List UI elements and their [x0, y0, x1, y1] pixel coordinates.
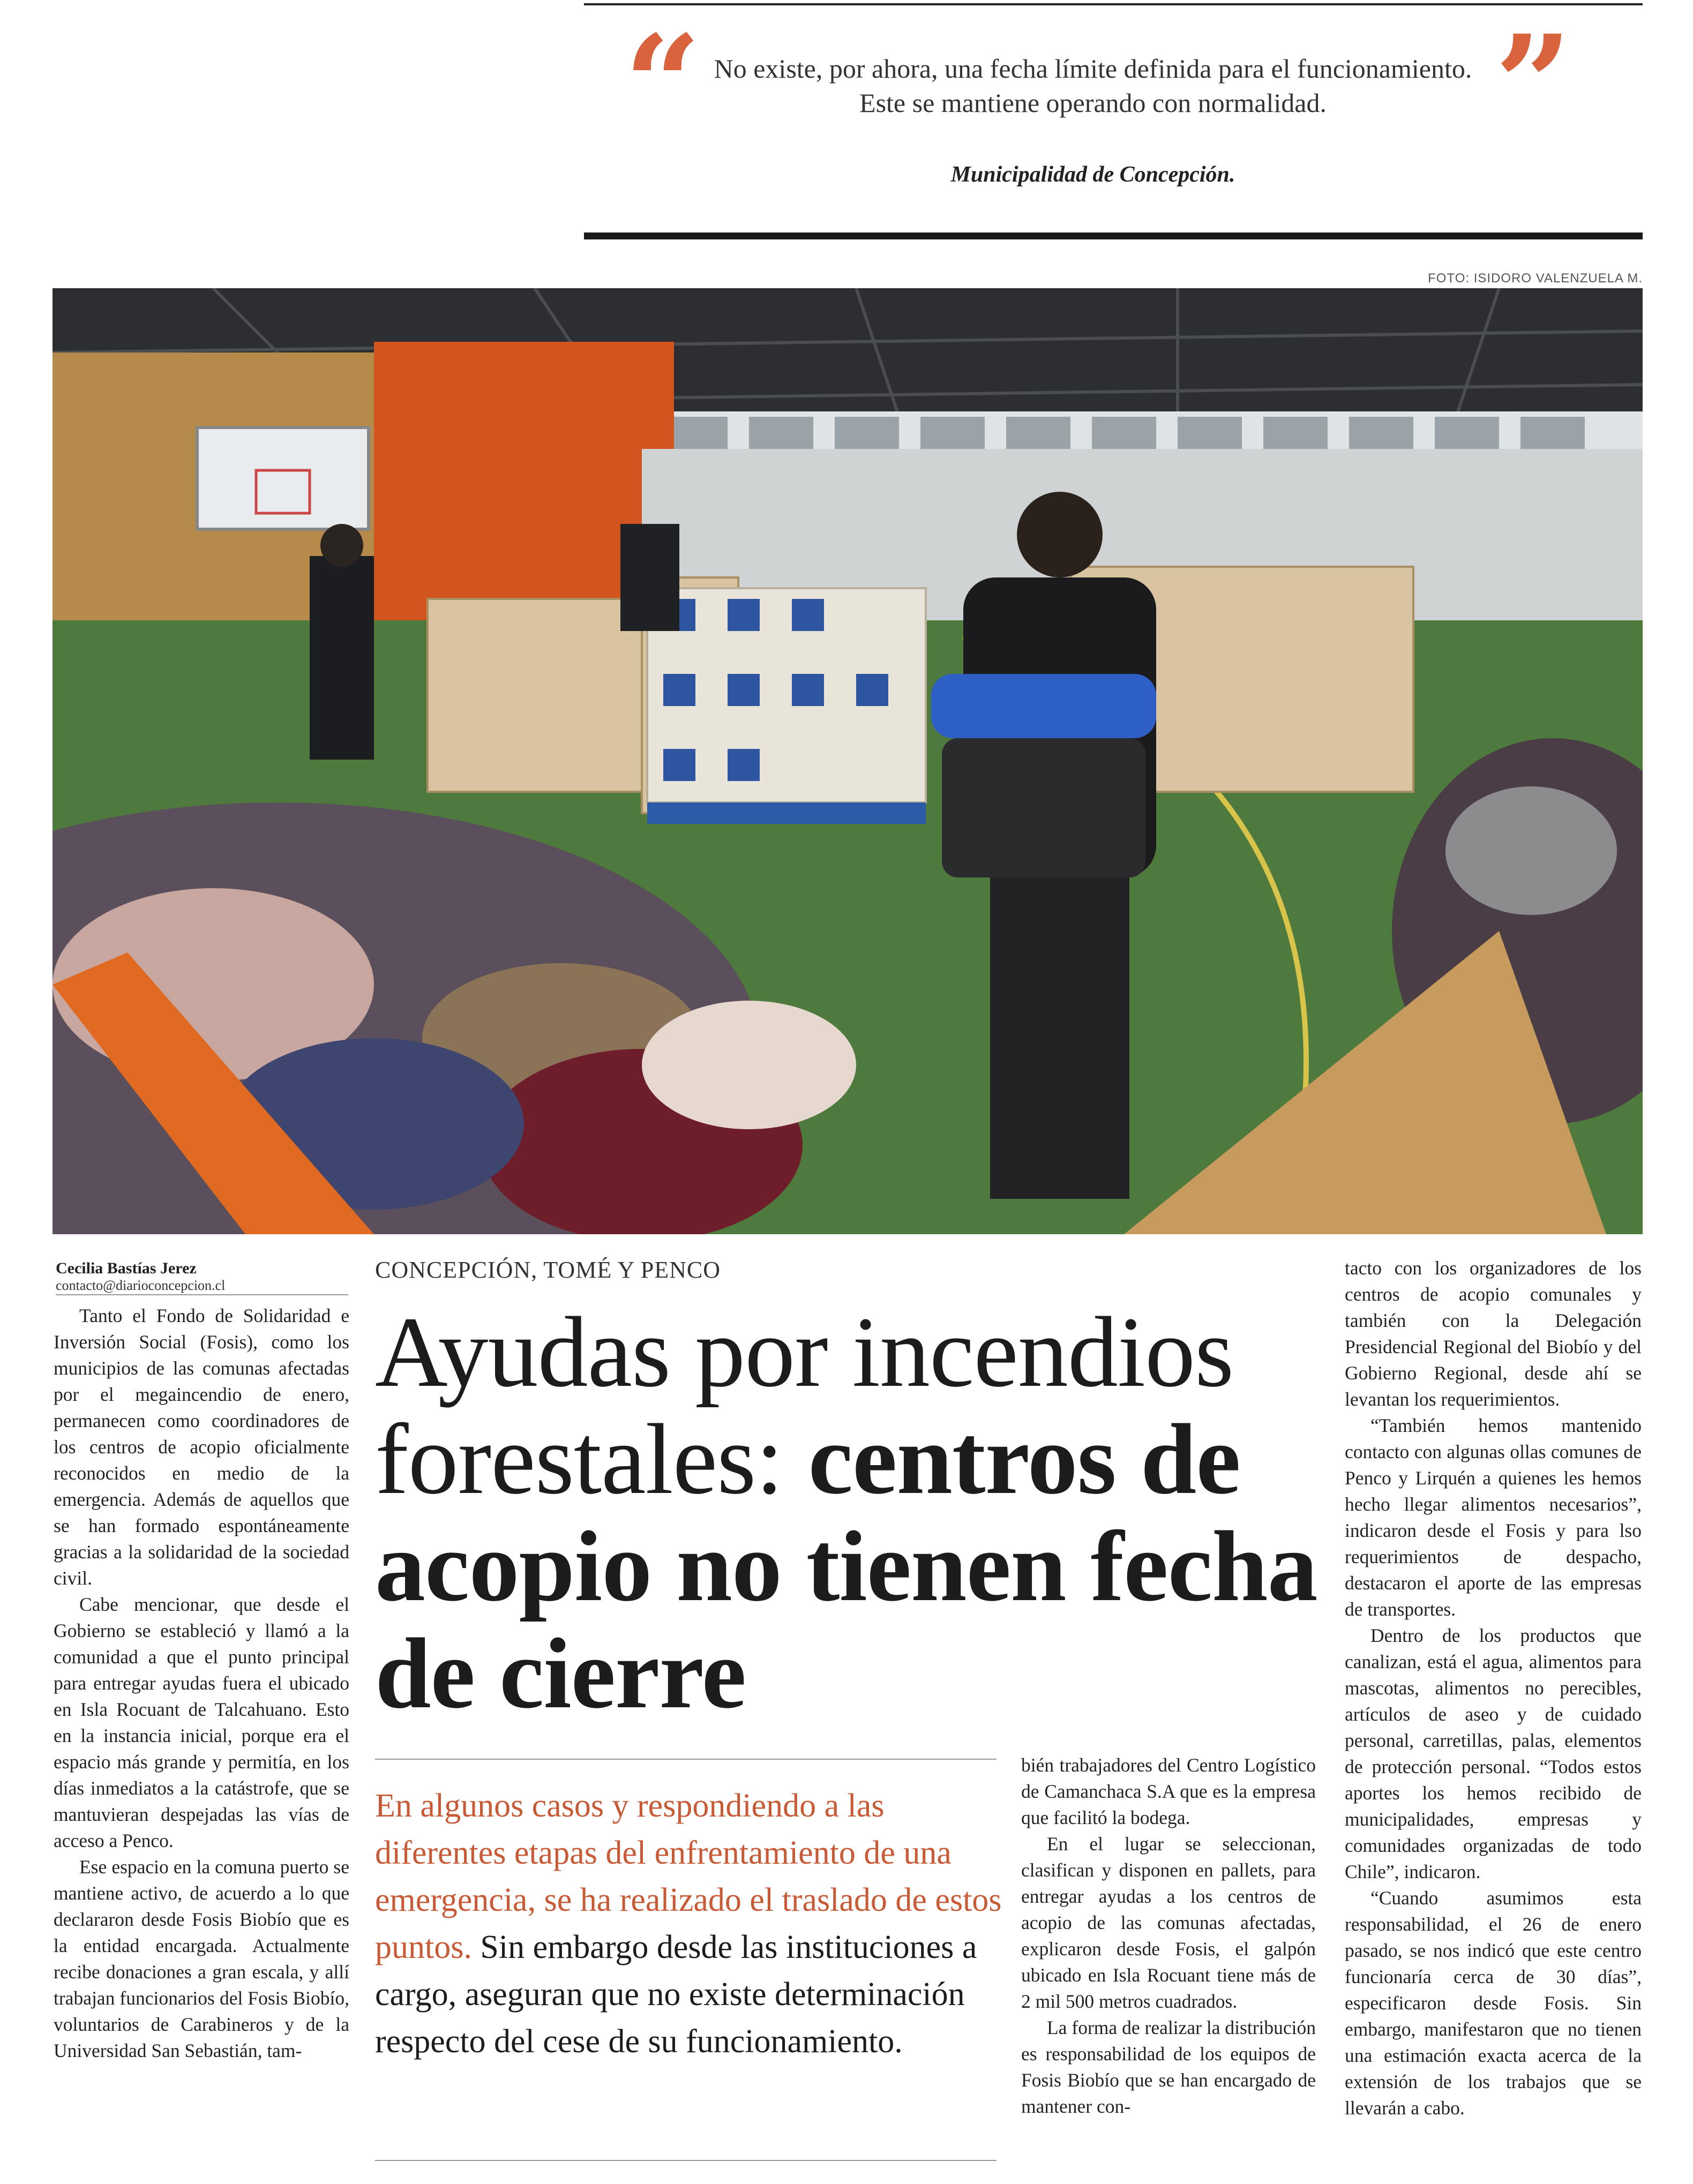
byline-email: contacto@diarioconcepcion.cl	[56, 1278, 226, 1293]
body-column-1	[54, 1303, 349, 2064]
headline	[375, 1296, 1318, 1729]
body-column-4	[1345, 1255, 1642, 2121]
article-photo	[53, 288, 1643, 1234]
kicker: CONCEPCIÓN, TOMÉ Y PENCO	[375, 1257, 721, 1283]
close-quote-mark: ”	[1495, 5, 1572, 163]
deck-bottom-rule	[375, 2160, 997, 2161]
quote-bottom-rule	[584, 232, 1643, 239]
paragraph: La forma de realizar la distribución es responsabilidad de los equipos de Fosis Biobío que se han encargado de mantener con-	[1021, 2017, 1316, 2117]
open-quote-mark: “	[624, 5, 701, 163]
paragraph: Dentro de los productos que canalizan, está el agua, alimentos para mascotas, alimentos no perecibles, artículos de aseo y de cuidado personal, carretillas, palas, elementos de protección personal. “Todos estos aportes los hemos recibido de municipalidades, empresas y comunidades organizadas de todo Chile”, indicaron.	[1345, 1625, 1642, 1882]
byline-name: Cecilia Bastías Jerez	[56, 1259, 197, 1277]
paragraph: “Cuando asumimos esta responsabilidad, el 26 de enero pasado, se nos indicó que este centro funcionaría cerca de 30 días”, especificaron desde Fosis. Sin embargo, manifestaron que no tienen una estimación exacta acerca de la extensión de los trabajos que se llevarán a cabo.	[1345, 1887, 1642, 2119]
deck-accent: En algunos casos y respondiendo a las diferentes etapas del enfrentamiento de una emergencia, se ha realizado el traslado de estos puntos.	[375, 1788, 1002, 1965]
paragraph: Ese espacio en la comuna puerto se mantiene activo, de acuerdo a lo que declararon desde Fosis Biobío que es la entidad encargada. Actualmente recibe donaciones a gran escala, y allí trabajan funcionarios del Fosis Biobío, voluntarios de Carabineros y de la Universidad San Sebastián, tam-	[54, 1856, 349, 2061]
warehouse-photo-illustration	[53, 288, 1643, 1234]
body-column-3	[1021, 1752, 1316, 2120]
pull-quote-text: No existe, por ahora, una fecha límite definida para el funcionamiento. Este se mantiene operando con normalidad.	[714, 54, 1472, 118]
pull-quote-source: Municipalidad de Concepción.	[950, 162, 1235, 187]
paragraph: Tanto el Fondo de Solidaridad e Inversión Social (Fosis), como los municipios de las comunas afectadas por el megaincendio de enero, permanecen como coordinadores de los centros de acopio oficialmente reconocidos en medio de la emergencia. Además de aquellos que se han formado espontáneamente gracias a la solidaridad de la sociedad civil.	[54, 1305, 349, 1589]
paragraph: En el lugar se seleccionan, clasifican y disponen en pallets, para entregar ayudas a los centros de acopio de las comunas afectadas, explicaron desde Fosis, el galpón ubicado en Isla Rocuant tiene más de 2 mil 500 metros cuadrados.	[1021, 1833, 1316, 2012]
deck-top-rule	[375, 1759, 997, 1760]
paragraph: bién trabajadores del Centro Logístico de Camanchaca S.A que es la empresa que facilitó la bodega.	[1021, 1754, 1316, 1828]
paragraph: Cabe mencionar, que desde el Gobierno se estableció y llamó a la comunidad a que el punto principal para entregar ayudas fuera el ubicado en Isla Rocuant de Talcahuano. Esto en la instancia inicial, porque era el espacio más grande y permitía, en los días inmediatos a la catástrofe, que se mantuvieran despejadas las vías de acceso a Penco.	[54, 1594, 349, 1851]
headline-bold: centros de acopio no tienen fecha de cierre	[375, 1403, 1317, 1729]
top-rule	[584, 3, 1643, 5]
paragraph: tacto con los organizadores de los centros de acopio comunales y también con la Delegación Presidencial Regional del Biobío y del Gobierno Regional, desde ahí se levantan los requerimientos.	[1345, 1257, 1642, 1410]
deck	[375, 1782, 1002, 2065]
photo-credit: FOTO: ISIDORO VALENZUELA M.	[1428, 271, 1643, 286]
headline-light: Ayudas por incendios forestales:	[375, 1296, 1234, 1515]
deck-rest: Sin embargo desde las instituciones a cargo, aseguran que no existe determinación respecto del cese de su funcionamiento.	[375, 1929, 977, 2060]
byline-rule	[56, 1294, 348, 1295]
paragraph: “También hemos mantenido contacto con algunas ollas comunes de Penco y Lirquén a quienes les hemos hecho llegar alimentos necesarios”, indicaron desde el Fosis y para lso requerimientos de despacho, destacaron el aporte de las empresas de transportes.	[1345, 1415, 1642, 1620]
